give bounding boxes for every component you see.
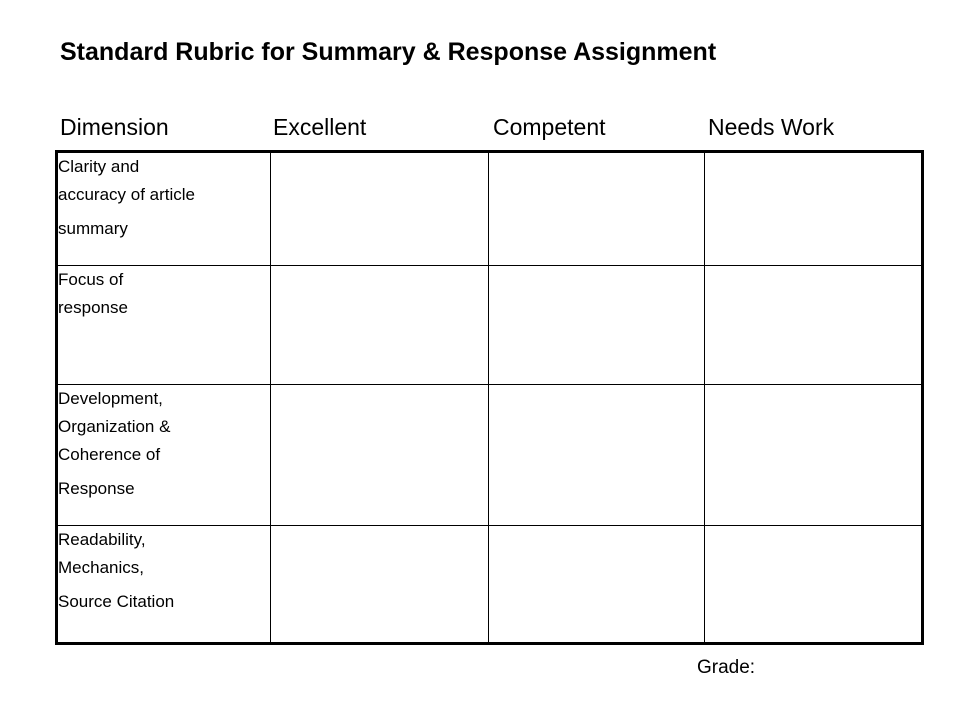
dimension-text: response (58, 298, 128, 317)
competent-cell (489, 152, 705, 266)
dimension-text: Source Citation (58, 592, 175, 611)
column-header-dimension: Dimension (60, 114, 169, 140)
excellent-cell (271, 266, 489, 385)
rubric-row (57, 526, 923, 644)
dimension-cell (57, 266, 271, 385)
competent-cell (489, 266, 705, 385)
dimension-cell (57, 385, 271, 526)
dimension-text: Response (58, 479, 135, 498)
rubric-row (57, 385, 923, 526)
dimension-text: summary (58, 219, 128, 238)
dimension-text: Clarity and (58, 157, 140, 176)
needs-work-cell (705, 152, 923, 266)
needs-work-cell (705, 266, 923, 385)
column-header-needs-work: Needs Work (708, 114, 835, 140)
excellent-cell (271, 526, 489, 644)
dimension-cell (57, 152, 271, 266)
dimension-text: Mechanics, (58, 558, 144, 577)
rubric-row (57, 266, 923, 385)
dimension-cell (57, 526, 271, 644)
excellent-cell (271, 152, 489, 266)
column-header-competent: Competent (493, 114, 606, 140)
dimension-text: Focus of (58, 270, 124, 289)
grade-label: Grade: (697, 657, 756, 678)
page-title: Standard Rubric for Summary & Response Assignment (60, 38, 717, 66)
column-header-excellent: Excellent (273, 114, 367, 140)
dimension-text: Coherence of (58, 445, 161, 464)
competent-cell (489, 385, 705, 526)
dimension-text: Readability, (58, 530, 146, 549)
dimension-text: accuracy of article (58, 185, 195, 204)
needs-work-cell (705, 385, 923, 526)
rubric-table (55, 150, 924, 645)
dimension-text: Development, (58, 389, 163, 408)
rubric-row (57, 152, 923, 266)
competent-cell (489, 526, 705, 644)
excellent-cell (271, 385, 489, 526)
dimension-text: Organization & (58, 417, 171, 436)
needs-work-cell (705, 526, 923, 644)
